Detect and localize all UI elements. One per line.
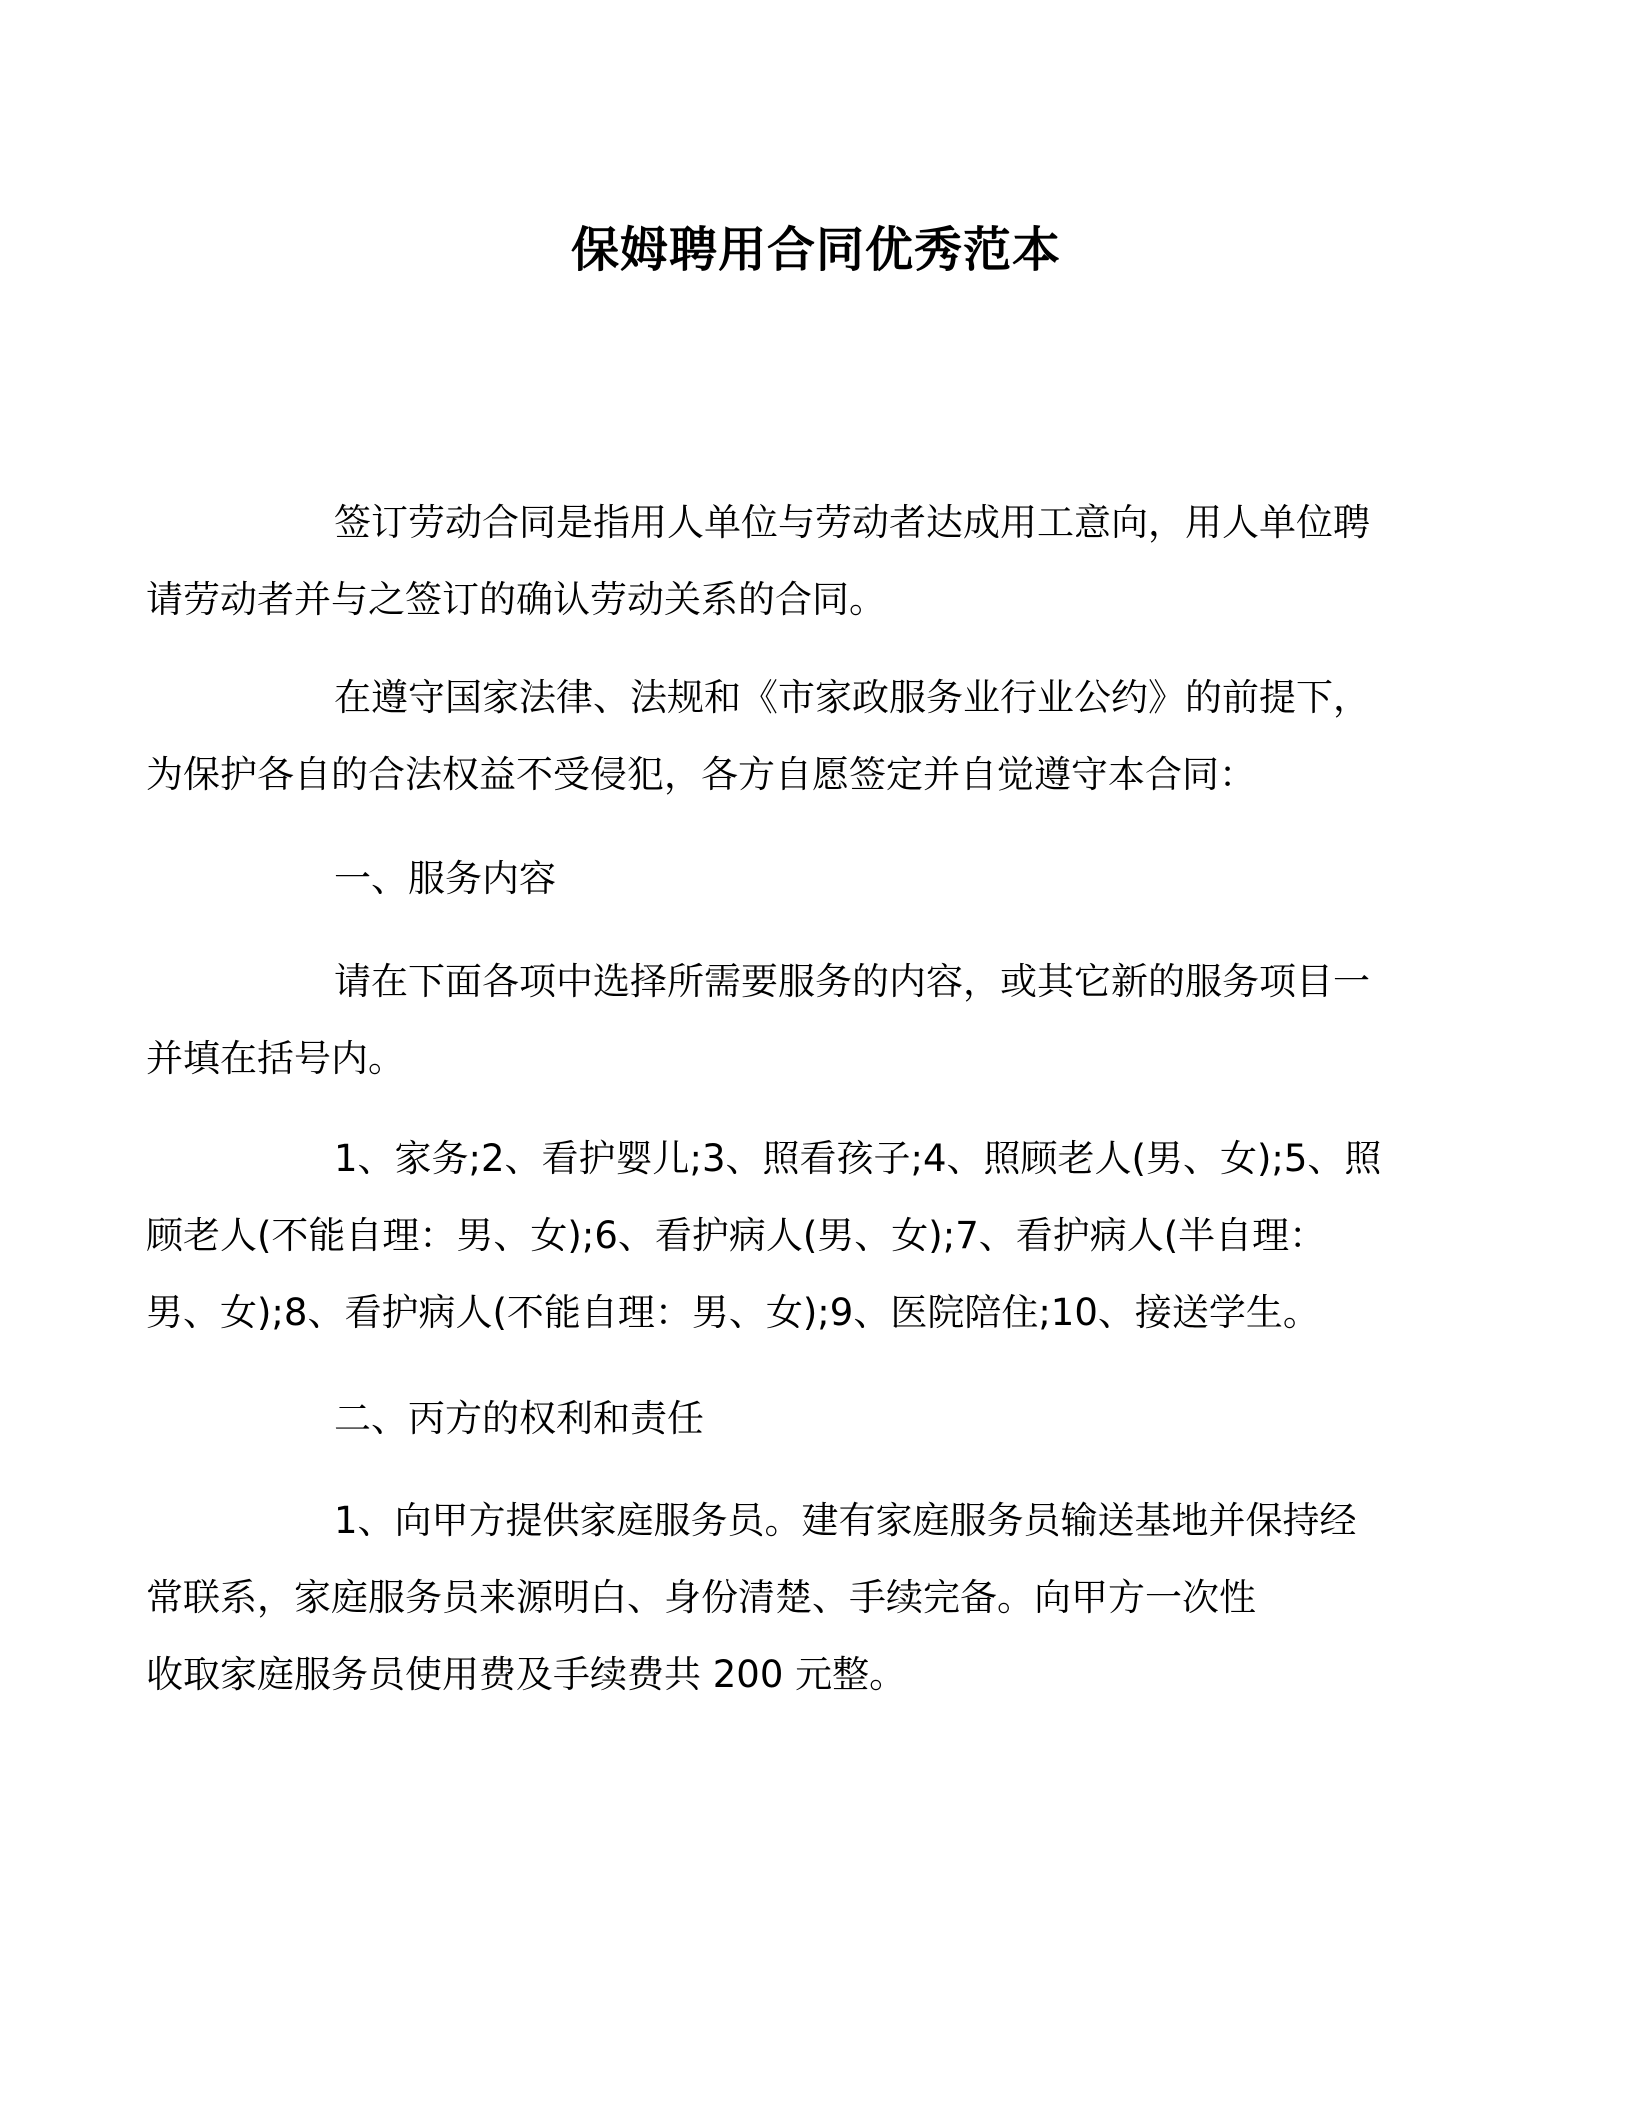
text-line: 签订劳动合同是指用人单位与劳动者达成用工意向，用人单位聘 bbox=[334, 501, 1370, 544]
paragraph bbox=[146, 1482, 1392, 1713]
section-heading-services bbox=[240, 840, 1392, 917]
section-heading-party-c bbox=[240, 1380, 1392, 1457]
paragraph-party-c-duty-1 bbox=[146, 1482, 1392, 1713]
document-title: 保姆聘用合同优秀范本 bbox=[570, 222, 1061, 278]
text-line: 在遵守国家法律、法规和《市家政服务业行业公约》的前提下， bbox=[334, 676, 1370, 719]
text-line: 请劳动者并与之签订的确认劳动关系的合同。 bbox=[146, 578, 886, 621]
text-line: 为保护各自的合法权益不受侵犯，各方自愿签定并自觉遵守本合同： bbox=[146, 753, 1256, 796]
paragraph bbox=[146, 659, 1392, 813]
text-line: 1、家务;2、看护婴儿;3、照看孩子;4、照顾老人(男、女);5、照 bbox=[334, 1137, 1382, 1180]
paragraph-intro bbox=[146, 484, 1392, 638]
text-line: 1、向甲方提供家庭服务员。建有家庭服务员输送基地并保持经 bbox=[334, 1499, 1357, 1542]
text-line: 并填在括号内。 bbox=[146, 1037, 405, 1080]
paragraph bbox=[146, 943, 1392, 1097]
paragraph bbox=[146, 1120, 1392, 1351]
section-heading: 一、服务内容 bbox=[334, 857, 556, 900]
text-line: 请在下面各项中选择所需要服务的内容，或其它新的服务项目一 bbox=[334, 960, 1370, 1003]
text-line: 男、女);8、看护病人(不能自理：男、女);9、医院陪住;10、接送学生。 bbox=[146, 1291, 1320, 1334]
paragraph-service-instructions bbox=[146, 943, 1392, 1097]
paragraph-preamble bbox=[146, 659, 1392, 813]
text-line: 收取家庭服务员使用费及手续费共 200 元整。 bbox=[146, 1653, 907, 1696]
paragraph bbox=[146, 484, 1392, 638]
text-line: 顾老人(不能自理：男、女);6、看护病人(男、女);7、看护病人(半自理： bbox=[146, 1214, 1327, 1257]
section-heading: 二、丙方的权利和责任 bbox=[334, 1397, 704, 1440]
paragraph-service-list bbox=[146, 1120, 1392, 1351]
text-line: 常联系，家庭服务员来源明白、身份清楚、手续完备。向甲方一次性 bbox=[146, 1576, 1256, 1619]
